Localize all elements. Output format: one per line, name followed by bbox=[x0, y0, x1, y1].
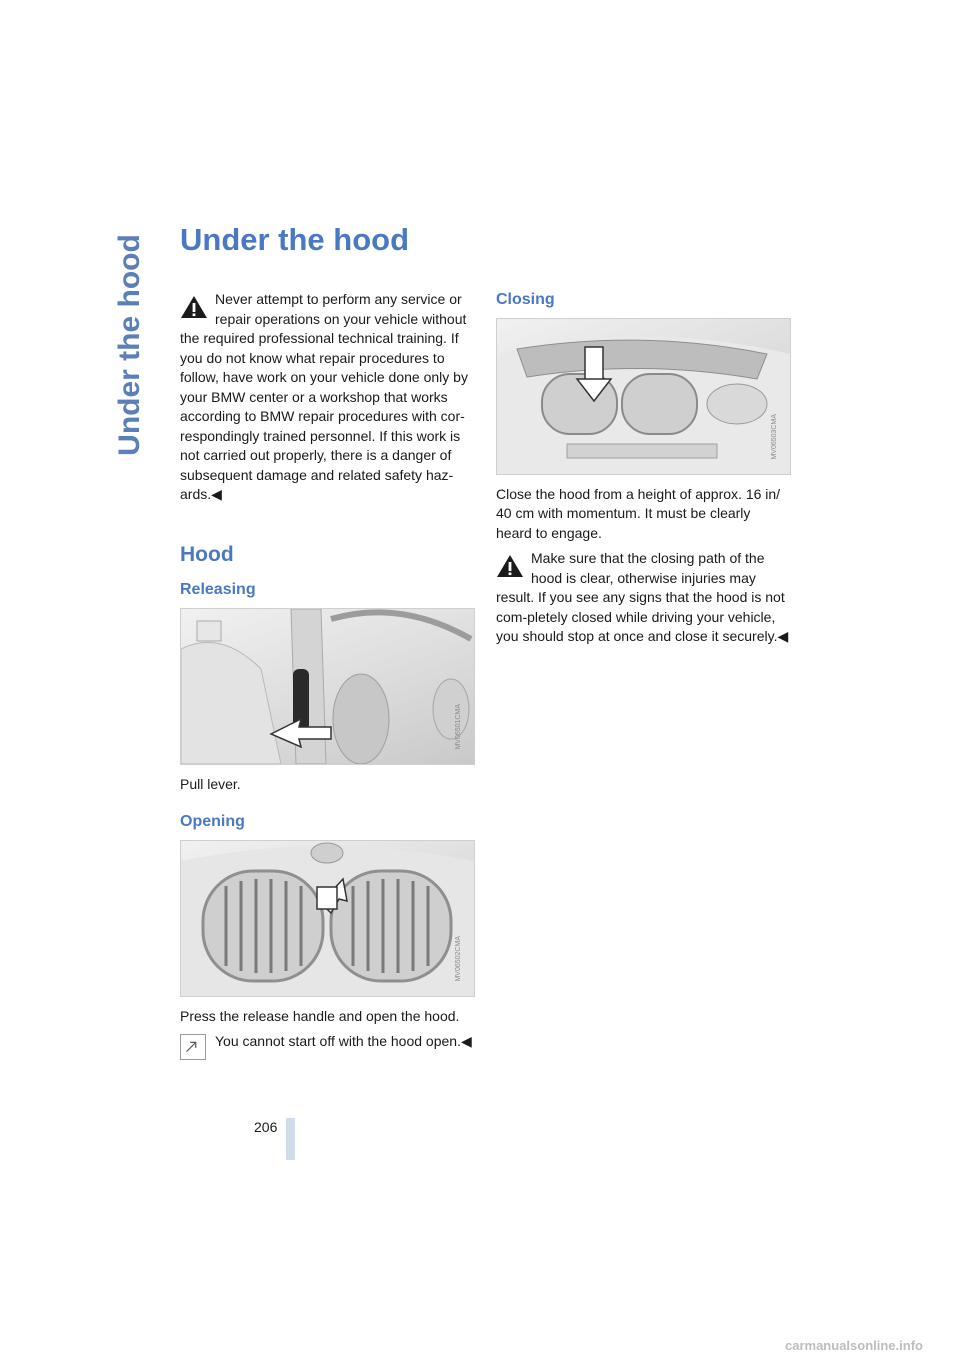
closing-heading: Closing bbox=[496, 291, 555, 308]
releasing-caption: Pull lever. bbox=[180, 775, 241, 792]
hood-heading: Hood bbox=[180, 542, 234, 566]
opening-figure bbox=[180, 840, 475, 997]
warning-block bbox=[180, 290, 474, 505]
right-column bbox=[496, 290, 790, 647]
closing-text: Close the hood from a height of approx. 16 in/ 40 cm with momentum. It must be clearly heard to engage. bbox=[496, 485, 781, 541]
opening-figure-code: MV06502CMA bbox=[454, 935, 462, 982]
left-column bbox=[180, 290, 474, 1052]
releasing-illustration bbox=[181, 609, 474, 764]
opening-caption: Press the release handle and open the hood. bbox=[180, 1007, 460, 1024]
opening-illustration bbox=[181, 841, 474, 996]
releasing-figure bbox=[180, 608, 475, 765]
side-title-text: Under the hood bbox=[113, 234, 146, 456]
closing-figure bbox=[496, 318, 791, 475]
closing-figure-code: MV06503CMA bbox=[770, 413, 778, 460]
closing-illustration bbox=[497, 319, 790, 474]
warning-triangle-icon bbox=[180, 294, 208, 320]
closing-warning-line-1: Make sure that the closing path of the bbox=[531, 550, 765, 566]
footer-url[interactable]: carmanualsonline.info bbox=[785, 1338, 923, 1353]
releasing-figure-code: MV06501CMA bbox=[454, 703, 462, 750]
note-text: You cannot start off with the hood open.◀ bbox=[215, 1033, 472, 1049]
releasing-heading: Releasing bbox=[180, 581, 256, 598]
closing-warning-block bbox=[496, 549, 790, 647]
side-title bbox=[100, 230, 160, 460]
page-number: 206 bbox=[254, 1119, 278, 1135]
closing-warning-body: result. If you see any signs that the hood is not com-pletely closed while driving your vehicle, you should stop at once and close it securely.◀ bbox=[496, 589, 789, 644]
note-block bbox=[180, 1032, 474, 1052]
warning-line-1: Never attempt to perform any service or bbox=[215, 291, 462, 307]
page-title: Under the hood bbox=[180, 222, 410, 257]
closing-warning-line-2: hood is clear, otherwise injuries may bbox=[531, 569, 756, 586]
note-arrow-icon bbox=[180, 1034, 206, 1060]
warning-line-2: repair operations on your vehicle without bbox=[215, 310, 467, 327]
warning-body: the required professional technical training. If you do not know what repair procedures to follow, have work on your vehicle done only by your BMW center or a workshop that works according to BMW repair procedures with cor-respondingly trained personnel. If this work is not carried out properly, there is a danger of subsequent damage and related safety haz-ards.◀ bbox=[180, 330, 468, 502]
opening-heading: Opening bbox=[180, 813, 245, 830]
warning-triangle-icon bbox=[496, 553, 524, 579]
page-bar bbox=[286, 1118, 295, 1160]
